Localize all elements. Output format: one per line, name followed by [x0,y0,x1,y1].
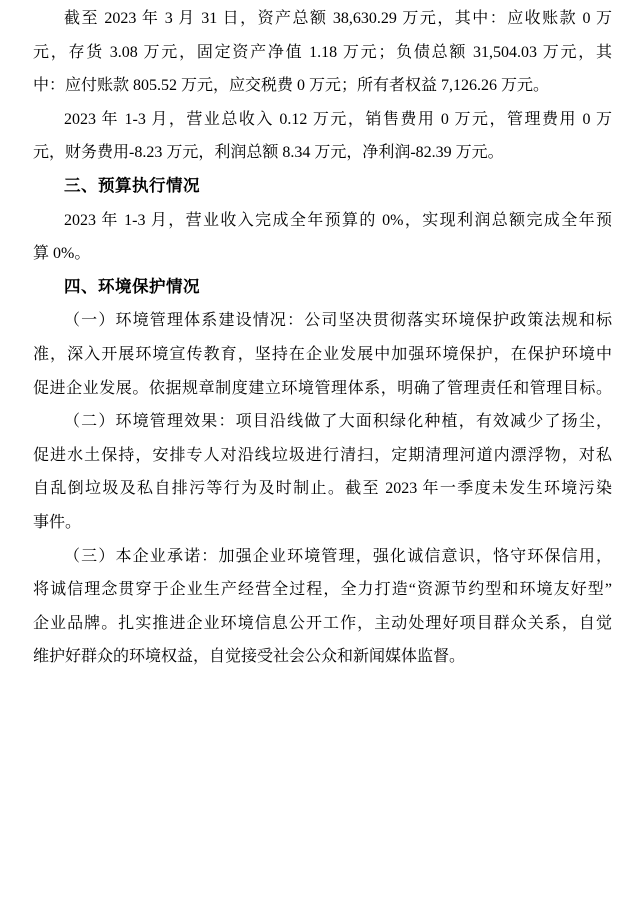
paragraph-line: 截至 2023 年 3 月 31 日，资产总额 38,630.29 万元，其中：应收账款 0 万 [64,10,612,27]
section-heading-environmental-protection: 四、环境保护情况 [64,277,200,296]
paragraph-financial-position [33,2,612,103]
paragraph-line: 将诚信理念贯穿于企业生产经营全过程，全力打造“资源节约型和环境友好型” [33,581,612,599]
paragraph-env-management-system [33,304,612,405]
paragraph-line: 2023 年 1-3 月，营业收入完成全年预算的 0%，实现利润总额完成全年预 [64,211,612,229]
paragraph-line: 自乱倒垃圾及私自排污等行为及时制止。截至 2023 年一季度未发生环境污染 [33,480,612,498]
paragraph-operating-results [33,103,612,170]
paragraph-line: （三）本企业承诺：加强企业环境管理，强化诚信意识，恪守环保信用， [64,547,612,565]
paragraph-line: 元，存货 3.08 万元，固定资产净值 1.18 万元；负债总额 31,504.03 万元，其 [33,43,612,61]
paragraph-line: 促进企业发展。依据规章制度建立环境管理体系，明确了管理责任和管理目标。 [33,379,612,397]
paragraph-enterprise-commitment [33,540,612,674]
paragraph-line: 2023 年 1-3 月，营业总收入 0.12 万元，销售费用 0 万元，管理费用 0 万 [64,110,612,128]
paragraph-env-management-effect [33,405,612,539]
paragraph-line: 算 0%。 [33,245,91,263]
paragraph-line: 准，深入开展环境宣传教育，坚持在企业发展中加强环境保护，在保护环境中 [33,345,612,363]
paragraph-line: 促进水土保持，安排专人对沿线垃圾进行清扫，定期清理河道内漂浮物，对私 [33,446,612,464]
section-heading-budget-execution: 三、预算执行情况 [64,176,200,195]
paragraph-line: （一）环境管理体系建设情况：公司坚决贯彻落实环境保护政策法规和标 [64,312,612,330]
paragraph-line: 事件。 [33,513,82,531]
paragraph-line: 企业品牌。扎实推进企业环境信息公开工作，主动处理好项目群众关系，自觉 [33,614,612,632]
paragraph-line: 元，财务费用-8.23 万元，利润总额 8.34 万元，净利润-82.39 万元。 [33,144,504,162]
paragraph-line: （二）环境管理效果：项目沿线做了大面积绿化种植，有效减少了扬尘， [64,413,612,431]
paragraph-line: 中：应付账款 805.52 万元，应交税费 0 万元；所有者权益 7,126.26 万元。 [33,77,550,95]
paragraph-line: 维护好群众的环境权益，自觉接受社会公众和新闻媒体监督。 [33,648,466,666]
paragraph-budget-execution [33,204,612,271]
